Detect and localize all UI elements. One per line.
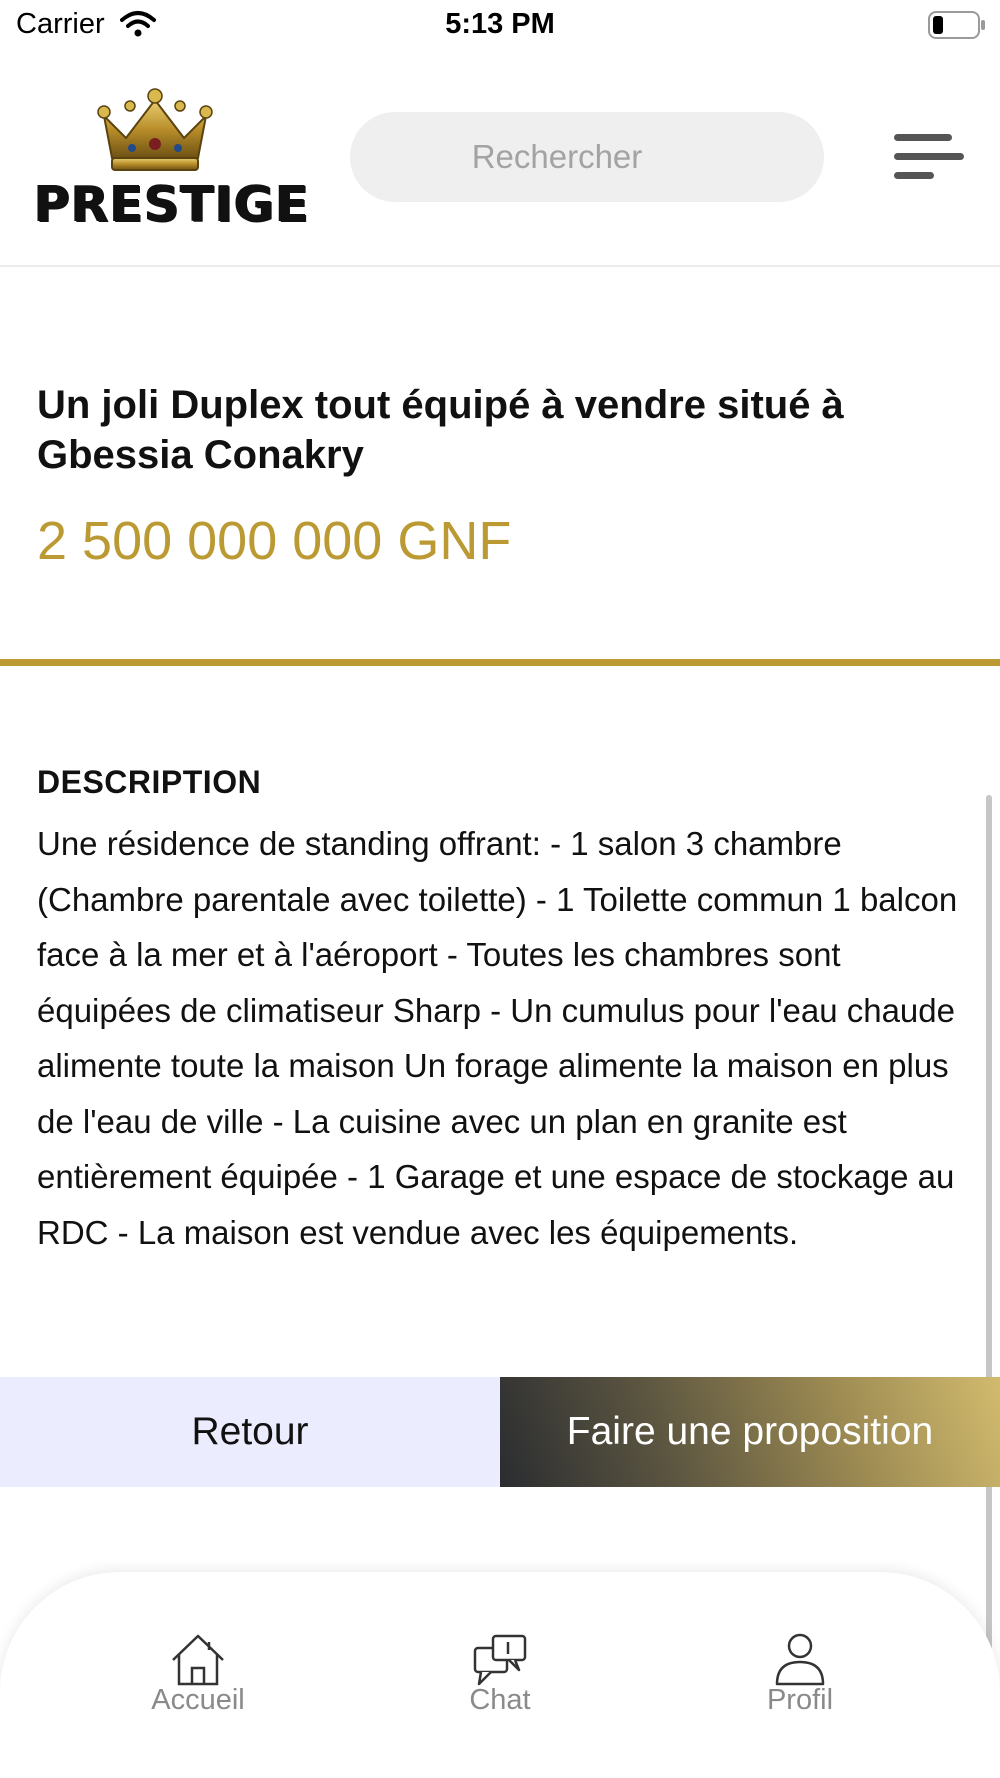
make-offer-button[interactable]: Faire une proposition: [500, 1377, 1000, 1487]
tab-label: Chat: [469, 1684, 531, 1716]
scrollbar[interactable]: [986, 795, 992, 1778]
tab-accueil[interactable]: [108, 1632, 288, 1732]
description-text: Une résidence de standing offrant: - 1 salon 3 chambre (Chambre parentale avec toilette) - 1 Toilette commun 1 balcon face à la mer et à l'aéroport - Toutes les chambres sont équipées de climatiseur Sharp - Un cumulus pour l'eau chaude alimente toute la maison Un forage alimente la maison en plus de l'eau de ville - La cuisine avec un plan en granite est entièrement équipée - 1 Garage et une espace de stockage au RDC - La maison est vendue avec les équipements.: [37, 825, 958, 1251]
action-buttons: [0, 1377, 1000, 1487]
prestige-logo[interactable]: [34, 88, 310, 238]
listing-price: 2 500 000 000 GNF: [37, 511, 512, 571]
tab-label: Profil: [766, 1684, 834, 1716]
home-icon: [169, 1632, 227, 1686]
tab-profil[interactable]: [710, 1632, 890, 1732]
status-bar: [0, 0, 1000, 52]
bottom-tab-bar: [0, 1572, 1000, 1778]
status-time: 5:13 PM: [445, 8, 555, 40]
crown-icon: [96, 88, 214, 176]
chat-icon: [471, 1632, 529, 1686]
tab-label: Accueil: [151, 1684, 245, 1716]
description-heading: DESCRIPTION: [37, 764, 262, 800]
tab-chat[interactable]: [410, 1632, 590, 1732]
app-header: [0, 52, 1000, 267]
listing-title: Un joli Duplex tout équipé à vendre situé à Gbessia Conakry: [37, 383, 844, 477]
back-button[interactable]: Retour: [0, 1377, 500, 1487]
carrier-label: Carrier: [16, 8, 105, 40]
battery-icon: [928, 10, 986, 40]
menu-icon[interactable]: [894, 134, 964, 180]
user-icon: [771, 1632, 829, 1686]
logo-text: PRESTIGE: [34, 176, 310, 233]
divider: [0, 659, 1000, 666]
search-input[interactable]: [350, 112, 824, 202]
